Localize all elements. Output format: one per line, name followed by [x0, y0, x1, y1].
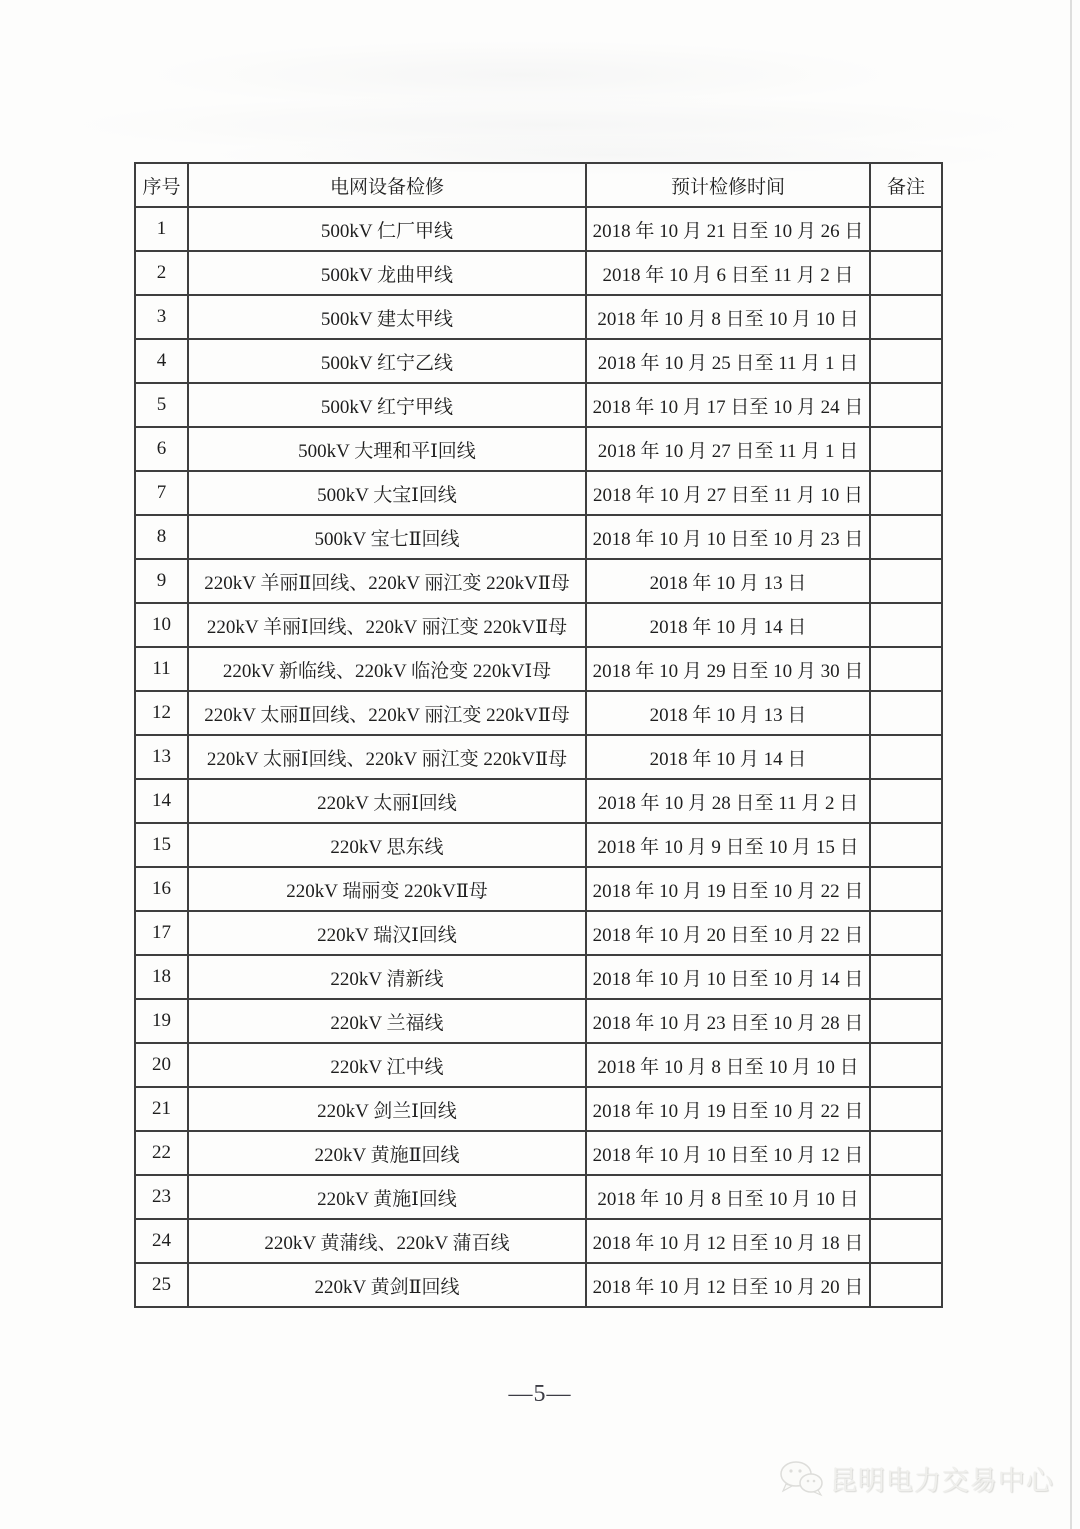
- row-number: 14: [135, 779, 188, 823]
- row-number: 16: [135, 867, 188, 911]
- equipment-name: 220kV 黄剑Ⅱ回线: [188, 1263, 586, 1307]
- remark-cell: [870, 911, 942, 955]
- row-number: 11: [135, 647, 188, 691]
- page-edge-line: [1070, 0, 1072, 1529]
- maintenance-time: 2018 年 10 月 8 日至 10 月 10 日: [586, 1043, 870, 1087]
- row-number: 4: [135, 339, 188, 383]
- wechat-icon: [778, 1458, 824, 1498]
- remark-cell: [870, 823, 942, 867]
- row-number: 8: [135, 515, 188, 559]
- col-header-remark: 备注: [870, 163, 942, 207]
- row-number: 15: [135, 823, 188, 867]
- maintenance-time: 2018 年 10 月 10 日至 10 月 14 日: [586, 955, 870, 999]
- table-row: [135, 1219, 942, 1263]
- maintenance-time: 2018 年 10 月 20 日至 10 月 22 日: [586, 911, 870, 955]
- maintenance-time: 2018 年 10 月 8 日至 10 月 10 日: [586, 1175, 870, 1219]
- table-row: [135, 339, 942, 383]
- maintenance-time: 2018 年 10 月 23 日至 10 月 28 日: [586, 999, 870, 1043]
- equipment-name: 220kV 江中线: [188, 1043, 586, 1087]
- remark-cell: [870, 295, 942, 339]
- table-row: [135, 779, 942, 823]
- maintenance-time: 2018 年 10 月 29 日至 10 月 30 日: [586, 647, 870, 691]
- remark-cell: [870, 647, 942, 691]
- maintenance-time: 2018 年 10 月 28 日至 11 月 2 日: [586, 779, 870, 823]
- maintenance-time: 2018 年 10 月 14 日: [586, 735, 870, 779]
- maintenance-time: 2018 年 10 月 21 日至 10 月 26 日: [586, 207, 870, 251]
- maintenance-time: 2018 年 10 月 8 日至 10 月 10 日: [586, 295, 870, 339]
- row-number: 17: [135, 911, 188, 955]
- row-number: 9: [135, 559, 188, 603]
- table-row: [135, 1175, 942, 1219]
- remark-cell: [870, 427, 942, 471]
- remark-cell: [870, 1043, 942, 1087]
- maintenance-time: 2018 年 10 月 12 日至 10 月 20 日: [586, 1263, 870, 1307]
- maintenance-time: 2018 年 10 月 27 日至 11 月 1 日: [586, 427, 870, 471]
- remark-cell: [870, 383, 942, 427]
- table-row: [135, 1263, 942, 1307]
- row-number: 20: [135, 1043, 188, 1087]
- scan-artifact: [140, 40, 900, 110]
- table-row: [135, 471, 942, 515]
- equipment-name: 220kV 瑞丽变 220kVⅡ母: [188, 867, 586, 911]
- table-row: [135, 427, 942, 471]
- row-number: 25: [135, 1263, 188, 1307]
- table-row: [135, 955, 942, 999]
- remark-cell: [870, 1175, 942, 1219]
- maintenance-time: 2018 年 10 月 10 日至 10 月 12 日: [586, 1131, 870, 1175]
- remark-cell: [870, 999, 942, 1043]
- row-number: 18: [135, 955, 188, 999]
- row-number: 13: [135, 735, 188, 779]
- maintenance-time: 2018 年 10 月 14 日: [586, 603, 870, 647]
- remark-cell: [870, 867, 942, 911]
- remark-cell: [870, 1087, 942, 1131]
- table-row: [135, 295, 942, 339]
- remark-cell: [870, 515, 942, 559]
- remark-cell: [870, 1131, 942, 1175]
- table-row: [135, 735, 942, 779]
- equipment-name: 220kV 羊丽Ⅱ回线、220kV 丽江变 220kVⅡ母: [188, 559, 586, 603]
- remark-cell: [870, 735, 942, 779]
- equipment-name: 220kV 太丽Ⅰ回线、220kV 丽江变 220kVⅡ母: [188, 735, 586, 779]
- remark-cell: [870, 471, 942, 515]
- table-row: [135, 647, 942, 691]
- maintenance-time: 2018 年 10 月 17 日至 10 月 24 日: [586, 383, 870, 427]
- equipment-name: 220kV 黄蒲线、220kV 蒲百线: [188, 1219, 586, 1263]
- row-number: 23: [135, 1175, 188, 1219]
- remark-cell: [870, 691, 942, 735]
- row-number: 21: [135, 1087, 188, 1131]
- col-header-time: 预计检修时间: [586, 163, 870, 207]
- table-row: [135, 691, 942, 735]
- equipment-name: 220kV 黄施Ⅱ回线: [188, 1131, 586, 1175]
- row-number: 2: [135, 251, 188, 295]
- equipment-name: 500kV 红宁甲线: [188, 383, 586, 427]
- table-row: [135, 603, 942, 647]
- row-number: 22: [135, 1131, 188, 1175]
- equipment-name: 220kV 瑞汉Ⅰ回线: [188, 911, 586, 955]
- col-header-no: 序号: [135, 163, 188, 207]
- row-number: 3: [135, 295, 188, 339]
- table-row: [135, 911, 942, 955]
- remark-cell: [870, 339, 942, 383]
- table-row: [135, 823, 942, 867]
- row-number: 19: [135, 999, 188, 1043]
- equipment-name: 500kV 宝七Ⅱ回线: [188, 515, 586, 559]
- equipment-name: 500kV 大理和平Ⅰ回线: [188, 427, 586, 471]
- equipment-name: 500kV 建太甲线: [188, 295, 586, 339]
- maintenance-time: 2018 年 10 月 12 日至 10 月 18 日: [586, 1219, 870, 1263]
- maintenance-time: 2018 年 10 月 19 日至 10 月 22 日: [586, 1087, 870, 1131]
- equipment-name: 220kV 黄施Ⅰ回线: [188, 1175, 586, 1219]
- table-row: [135, 559, 942, 603]
- remark-cell: [870, 1263, 942, 1307]
- table-header-row: [135, 163, 942, 207]
- equipment-name: 220kV 太丽Ⅰ回线: [188, 779, 586, 823]
- maintenance-time: 2018 年 10 月 19 日至 10 月 22 日: [586, 867, 870, 911]
- row-number: 7: [135, 471, 188, 515]
- maintenance-table-container: [134, 162, 943, 1308]
- table-row: [135, 515, 942, 559]
- row-number: 5: [135, 383, 188, 427]
- remark-cell: [870, 779, 942, 823]
- maintenance-time: 2018 年 10 月 13 日: [586, 691, 870, 735]
- maintenance-time: 2018 年 10 月 25 日至 11 月 1 日: [586, 339, 870, 383]
- table-row: [135, 383, 942, 427]
- page-number: —5—: [508, 1381, 572, 1407]
- scan-artifact: [60, 95, 1040, 155]
- table-row: [135, 999, 942, 1043]
- remark-cell: [870, 955, 942, 999]
- equipment-name: 220kV 太丽Ⅱ回线、220kV 丽江变 220kVⅡ母: [188, 691, 586, 735]
- row-number: 1: [135, 207, 188, 251]
- equipment-name: 220kV 剑兰Ⅰ回线: [188, 1087, 586, 1131]
- watermark: [778, 1458, 1054, 1498]
- remark-cell: [870, 207, 942, 251]
- table-row: [135, 207, 942, 251]
- remark-cell: [870, 603, 942, 647]
- watermark-text: 昆明电力交易中心: [830, 1465, 1054, 1496]
- equipment-name: 500kV 红宁乙线: [188, 339, 586, 383]
- maintenance-time: 2018 年 10 月 6 日至 11 月 2 日: [586, 251, 870, 295]
- row-number: 6: [135, 427, 188, 471]
- equipment-name: 220kV 思东线: [188, 823, 586, 867]
- equipment-name: 220kV 兰福线: [188, 999, 586, 1043]
- remark-cell: [870, 559, 942, 603]
- remark-cell: [870, 1219, 942, 1263]
- equipment-name: 500kV 大宝Ⅰ回线: [188, 471, 586, 515]
- maintenance-time: 2018 年 10 月 10 日至 10 月 23 日: [586, 515, 870, 559]
- maintenance-time: 2018 年 10 月 9 日至 10 月 15 日: [586, 823, 870, 867]
- remark-cell: [870, 251, 942, 295]
- maintenance-time: 2018 年 10 月 27 日至 11 月 10 日: [586, 471, 870, 515]
- row-number: 12: [135, 691, 188, 735]
- equipment-name: 500kV 龙曲甲线: [188, 251, 586, 295]
- equipment-name: 220kV 清新线: [188, 955, 586, 999]
- col-header-equipment: 电网设备检修: [188, 163, 586, 207]
- table-row: [135, 867, 942, 911]
- equipment-name: 220kV 新临线、220kV 临沧变 220kVⅠ母: [188, 647, 586, 691]
- row-number: 24: [135, 1219, 188, 1263]
- maintenance-table: [134, 162, 943, 1308]
- table-row: [135, 1043, 942, 1087]
- table-row: [135, 1087, 942, 1131]
- equipment-name: 220kV 羊丽Ⅰ回线、220kV 丽江变 220kVⅡ母: [188, 603, 586, 647]
- maintenance-time: 2018 年 10 月 13 日: [586, 559, 870, 603]
- row-number: 10: [135, 603, 188, 647]
- table-row: [135, 1131, 942, 1175]
- table-row: [135, 251, 942, 295]
- equipment-name: 500kV 仁厂甲线: [188, 207, 586, 251]
